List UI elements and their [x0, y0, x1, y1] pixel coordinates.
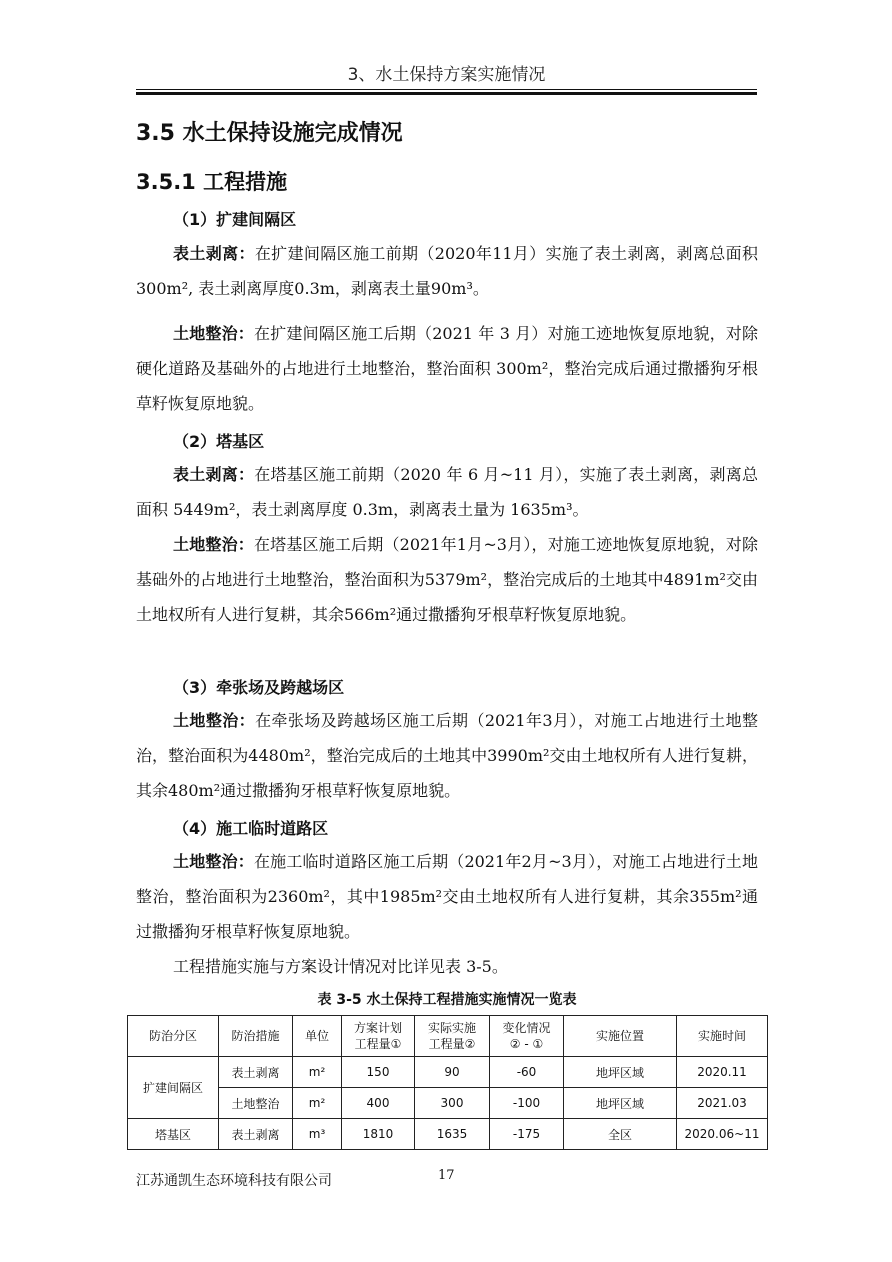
table-row [128, 1088, 768, 1119]
table-header-cell: 实施时间 [677, 1016, 768, 1057]
table-header-cell: 防治分区 [128, 1016, 219, 1057]
table-cell: 1810 [342, 1119, 415, 1150]
paragraph-label: 土地整治： [173, 324, 255, 343]
table-row [128, 1119, 768, 1150]
section-title-1: （1）扩建间隔区 [173, 210, 297, 229]
table-cell: 全区 [564, 1119, 677, 1150]
table-cell: 表土剥离 [219, 1057, 293, 1088]
paragraph-4-1 [136, 844, 758, 949]
table-cell: 地坪区域 [564, 1057, 677, 1088]
table-cell: 2020.06~11 [677, 1119, 768, 1150]
table-cell: 400 [342, 1088, 415, 1119]
running-header: 3、水土保持方案实施情况 [347, 65, 546, 85]
table-group-cell: 塔基区 [128, 1119, 219, 1150]
paragraph-text: 在塔基区施工前期（2020 年 6 月~11 月），实施了表土剥离，剥离总面积 5449m²，表土剥离厚度 0.3m，剥离表土量为 1635m³。 [136, 465, 758, 519]
measures-table [127, 1015, 768, 1150]
table-cell: 300 [415, 1088, 490, 1119]
table-cell: 土地整治 [219, 1088, 293, 1119]
subsection-heading: 3.5.1 工程措施 [136, 170, 288, 194]
table-cell: 地坪区域 [564, 1088, 677, 1119]
table-caption: 表 3-5 水土保持工程措施实施情况一览表 [317, 992, 577, 1008]
paragraph-text: 在扩建间隔区施工后期（2021 年 3 月）对施工迹地恢复原地貌，对除硬化道路及基础外的占地进行土地整治，整治面积 300m²，整治完成后通过撒播狗牙根草籽恢复原地貌。 [136, 324, 758, 413]
table-cell: m³ [293, 1119, 342, 1150]
table-cell: -175 [490, 1119, 564, 1150]
paragraph-2-2 [136, 527, 758, 632]
paragraph-text: 在施工临时道路区施工后期（2021年2月~3月），对施工占地进行土地整治，整治面积为2360m²，其中1985m²交由土地权所有人进行复耕，其余355m²通过撒播狗牙根草籽恢复原地貌。 [136, 852, 758, 941]
paragraph-label: 土地整治： [173, 535, 254, 554]
section-title-2: （2）塔基区 [173, 432, 265, 451]
table-cell: -100 [490, 1088, 564, 1119]
table-cell: 2020.11 [677, 1057, 768, 1088]
table-cell: -60 [490, 1057, 564, 1088]
paragraph-text: 在扩建间隔区施工前期（2020年11月）实施了表土剥离，剥离总面积300m², 表土剥离厚度0.3m，剥离表土量90m³。 [136, 244, 758, 298]
table-header-cell: 实际实施 工程量② [415, 1016, 490, 1057]
paragraph-text: 在塔基区施工后期（2021年1月~3月），对施工迹地恢复原地貌，对除基础外的占地进行土地整治，整治面积为5379m²，整治完成后的土地其中4891m²交由土地权所有人进行复耕，其余566m²通过撒播狗牙根草籽恢复原地貌。 [136, 535, 758, 624]
table-header-cell: 单位 [293, 1016, 342, 1057]
table-cell: 表土剥离 [219, 1119, 293, 1150]
header-rule-thick [136, 92, 757, 95]
paragraph-label: 表土剥离： [173, 465, 255, 484]
paragraph-3-1 [136, 703, 758, 808]
paragraph-1-1 [136, 236, 758, 306]
header-rule-thin [136, 89, 757, 90]
paragraph-label: 土地整治： [173, 852, 254, 871]
table-cell: m² [293, 1088, 342, 1119]
paragraph-1-2 [136, 316, 758, 421]
paragraph-2-1 [136, 457, 758, 527]
table-group-cell: 扩建间隔区 [128, 1057, 219, 1119]
table-cell: m² [293, 1057, 342, 1088]
table-header-cell: 防治措施 [219, 1016, 293, 1057]
table-row [128, 1057, 768, 1088]
footer-company: 江苏通凯生态环境科技有限公司 [136, 1173, 332, 1189]
table-cell: 1635 [415, 1119, 490, 1150]
section-heading: 3.5 水土保持设施完成情况 [136, 121, 403, 146]
paragraph-label: 土地整治： [173, 711, 256, 730]
page-number: 17 [438, 1168, 455, 1183]
summary-paragraph: 工程措施实施与方案设计情况对比详见表 3-5。 [173, 957, 508, 976]
table-cell: 2021.03 [677, 1088, 768, 1119]
table-cell: 150 [342, 1057, 415, 1088]
table-cell: 90 [415, 1057, 490, 1088]
table-header-cell: 变化情况 ② - ① [490, 1016, 564, 1057]
section-title-3: （3）牵张场及跨越场区 [173, 678, 345, 697]
paragraph-text: 在牵张场及跨越场区施工后期（2021年3月），对施工占地进行土地整治，整治面积为4480m²，整治完成后的土地其中3990m²交由土地权所有人进行复耕，其余480m²通过撒播狗牙根草籽恢复原地貌。 [136, 711, 758, 800]
section-title-4: （4）施工临时道路区 [173, 819, 329, 838]
table-header-cell: 方案计划 工程量① [342, 1016, 415, 1057]
table-header-cell: 实施位置 [564, 1016, 677, 1057]
table-header-row [128, 1016, 768, 1057]
paragraph-label: 表土剥离： [173, 244, 255, 263]
